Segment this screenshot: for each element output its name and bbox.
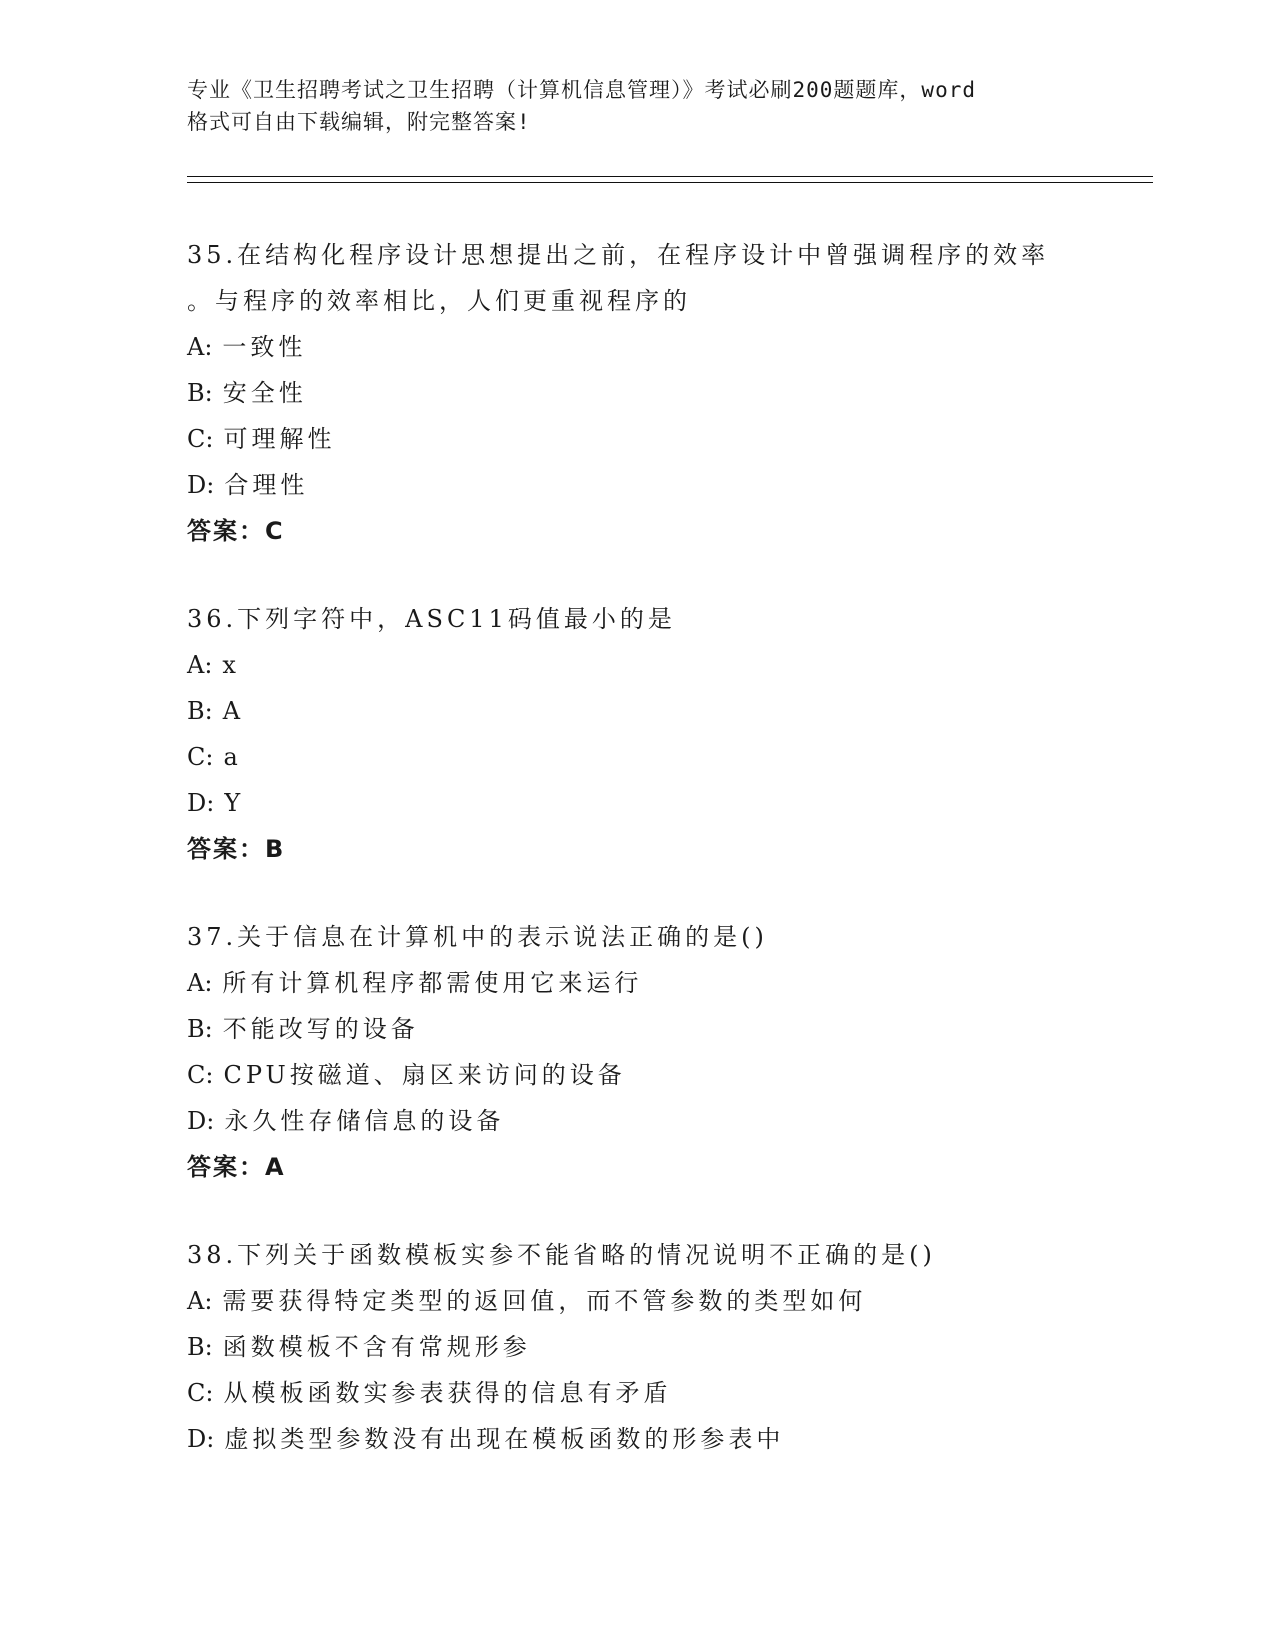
option-a (187, 642, 1153, 688)
option-key: D: (187, 1425, 215, 1453)
header-rule-top (187, 176, 1153, 177)
question-35 (187, 232, 1153, 554)
question-title-line: 35.在结构化程序设计思想提出之前，在程序设计中曾强调程序的效率 (187, 241, 1050, 269)
option-d (187, 462, 1153, 508)
question-list (187, 232, 1153, 1504)
question-37 (187, 914, 1153, 1190)
option-text: 一致性 (222, 333, 307, 361)
option-text: 安全性 (222, 379, 307, 407)
question-title (187, 232, 1153, 324)
option-d (187, 780, 1153, 826)
document-header (187, 74, 1087, 138)
option-key: C: (187, 743, 214, 771)
answer: 答案：A (187, 1153, 286, 1181)
option-c (187, 1370, 1153, 1416)
option-key: A: (187, 333, 213, 361)
option-text: 需要获得特定类型的返回值，而不管参数的类型如何 (222, 1287, 867, 1315)
option-text: A (222, 697, 245, 725)
option-text: 永久性存储信息的设备 (224, 1107, 505, 1135)
header-line-2: 格式可自由下载编辑，附完整答案! (187, 110, 531, 134)
option-key: A: (187, 969, 213, 997)
option-key: D: (187, 471, 215, 499)
option-a (187, 960, 1153, 1006)
answer: 答案：C (187, 517, 285, 545)
option-text: 可理解性 (223, 425, 336, 453)
header-rule-bottom (187, 182, 1153, 183)
option-text: 不能改写的设备 (222, 1015, 419, 1043)
option-b (187, 1006, 1153, 1052)
question-36 (187, 596, 1153, 872)
question-38 (187, 1232, 1153, 1462)
question-title (187, 596, 1153, 642)
option-b (187, 370, 1153, 416)
option-text: 虚拟类型参数没有出现在模板函数的形参表中 (224, 1425, 785, 1453)
option-a (187, 324, 1153, 370)
option-text: x (222, 651, 240, 679)
option-key: C: (187, 1379, 214, 1407)
question-title-line: 。与程序的效率相比，人们更重视程序的 (187, 287, 691, 315)
option-text: 从模板函数实参表获得的信息有矛盾 (223, 1379, 672, 1407)
option-key: A: (187, 1287, 213, 1315)
option-text: 函数模板不含有常规形参 (222, 1333, 531, 1361)
option-b (187, 1324, 1153, 1370)
option-key: B: (187, 1015, 213, 1043)
question-title-line: 36.下列字符中，ASC11码值最小的是 (187, 605, 676, 633)
option-key: B: (187, 1333, 213, 1361)
option-text: CPU按磁道、扇区来访问的设备 (223, 1061, 626, 1089)
option-d (187, 1416, 1153, 1462)
option-key: D: (187, 789, 215, 817)
question-title (187, 1232, 1153, 1278)
option-text: Y (224, 789, 245, 817)
question-title-line: 38.下列关于函数模板实参不能省略的情况说明不正确的是() (187, 1241, 936, 1269)
option-d (187, 1098, 1153, 1144)
option-a (187, 1278, 1153, 1324)
option-b (187, 688, 1153, 734)
option-text: 合理性 (224, 471, 309, 499)
question-title (187, 914, 1153, 960)
option-key: A: (187, 651, 213, 679)
option-key: B: (187, 697, 213, 725)
answer: 答案：B (187, 835, 286, 863)
option-text: a (223, 743, 242, 771)
option-key: D: (187, 1107, 215, 1135)
option-key: C: (187, 425, 214, 453)
option-key: C: (187, 1061, 214, 1089)
option-c (187, 416, 1153, 462)
option-text: 所有计算机程序都需使用它来运行 (222, 969, 643, 997)
option-c (187, 1052, 1153, 1098)
option-c (187, 734, 1153, 780)
header-line-1: 专业《卫生招聘考试之卫生招聘（计算机信息管理）》考试必刷200题题库，word (187, 78, 976, 102)
option-key: B: (187, 379, 213, 407)
question-title-line: 37.关于信息在计算机中的表示说法正确的是() (187, 923, 768, 951)
